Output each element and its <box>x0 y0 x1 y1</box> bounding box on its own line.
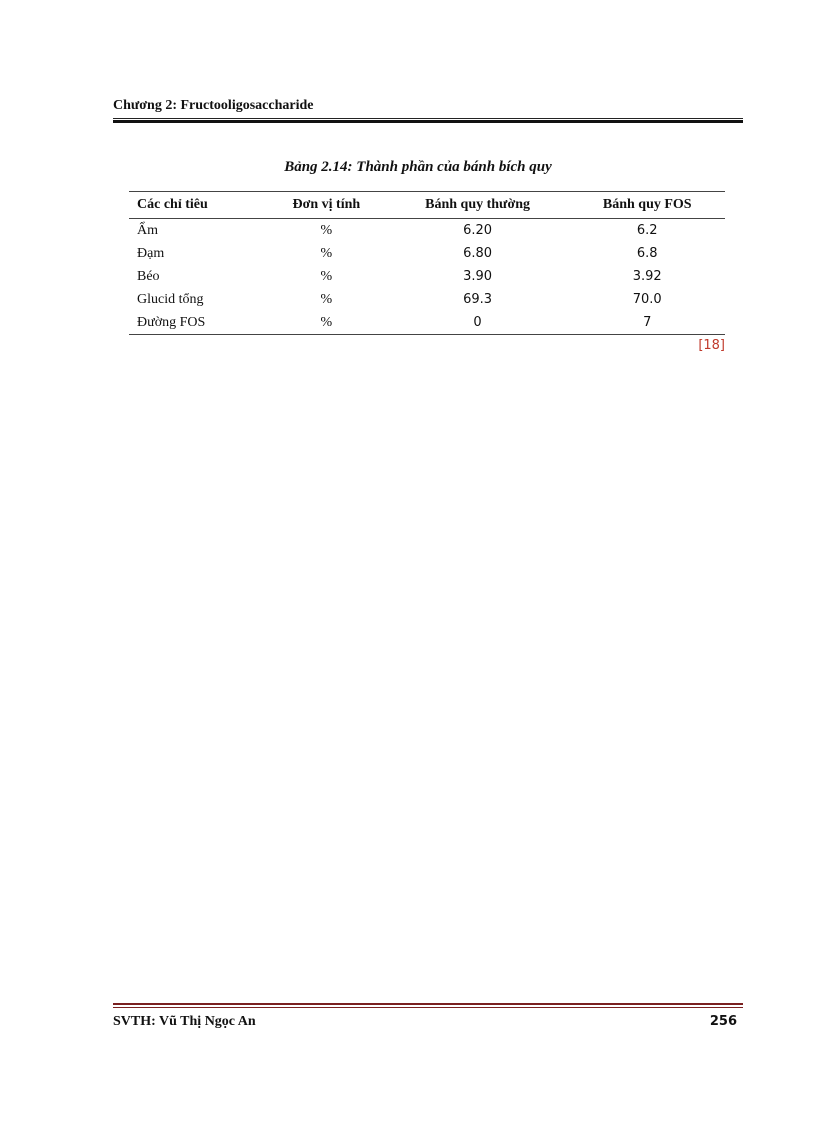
cell-regular: 6.20 <box>463 223 493 238</box>
column-header-fos-biscuit: Bánh quy FOS <box>602 197 692 212</box>
composition-table <box>129 191 725 335</box>
cell-fos: 70.0 <box>632 292 662 307</box>
page-footer <box>113 1003 743 1030</box>
table-row <box>129 311 725 335</box>
cell-fos: 6.8 <box>636 246 658 261</box>
cell-criteria: Đạm <box>137 245 165 261</box>
cell-unit: % <box>320 291 333 307</box>
footer-rule-thick <box>113 1003 743 1005</box>
cell-criteria: Béo <box>137 268 160 284</box>
footer-row <box>113 1014 743 1030</box>
cell-unit: % <box>267 311 386 335</box>
chapter-title: Chương 2: Fructooligosaccharide <box>113 98 314 113</box>
cell-regular: 0 <box>386 311 570 335</box>
table-row <box>129 219 725 243</box>
table-caption: Bảng 2.14: Thành phần của bánh bích quy <box>284 159 552 175</box>
column-header-criteria: Các chỉ tiêu <box>137 197 208 212</box>
page-number: 256 <box>709 1014 737 1029</box>
table-header-row <box>129 192 725 219</box>
cell-unit: % <box>320 245 333 261</box>
cell-regular: 3.90 <box>463 269 493 284</box>
table-row <box>129 242 725 265</box>
cell-regular: 69.3 <box>463 292 493 307</box>
cell-fos: 7 <box>569 311 725 335</box>
footer-rule-thin <box>113 1007 743 1008</box>
page-header <box>113 97 743 123</box>
header-rule-thick <box>113 120 743 123</box>
cell-fos: 6.2 <box>636 223 658 238</box>
header-rule-thin <box>113 118 743 119</box>
column-header-regular-biscuit: Bánh quy thường <box>425 197 530 212</box>
cell-fos: 3.92 <box>632 269 662 284</box>
column-header-unit: Đơn vị tính <box>292 197 361 212</box>
cell-unit: % <box>320 222 333 238</box>
reference-citation: [18] <box>698 338 725 353</box>
cell-unit: % <box>320 268 333 284</box>
footer-author: SVTH: Vũ Thị Ngọc An <box>113 1014 256 1029</box>
cell-criteria: Ẩm <box>137 222 158 238</box>
cell-criteria: Đường FOS <box>129 311 267 335</box>
cell-regular: 6.80 <box>463 246 493 261</box>
cell-criteria: Glucid tổng <box>137 291 204 307</box>
table-row <box>129 288 725 311</box>
table-row <box>129 265 725 288</box>
